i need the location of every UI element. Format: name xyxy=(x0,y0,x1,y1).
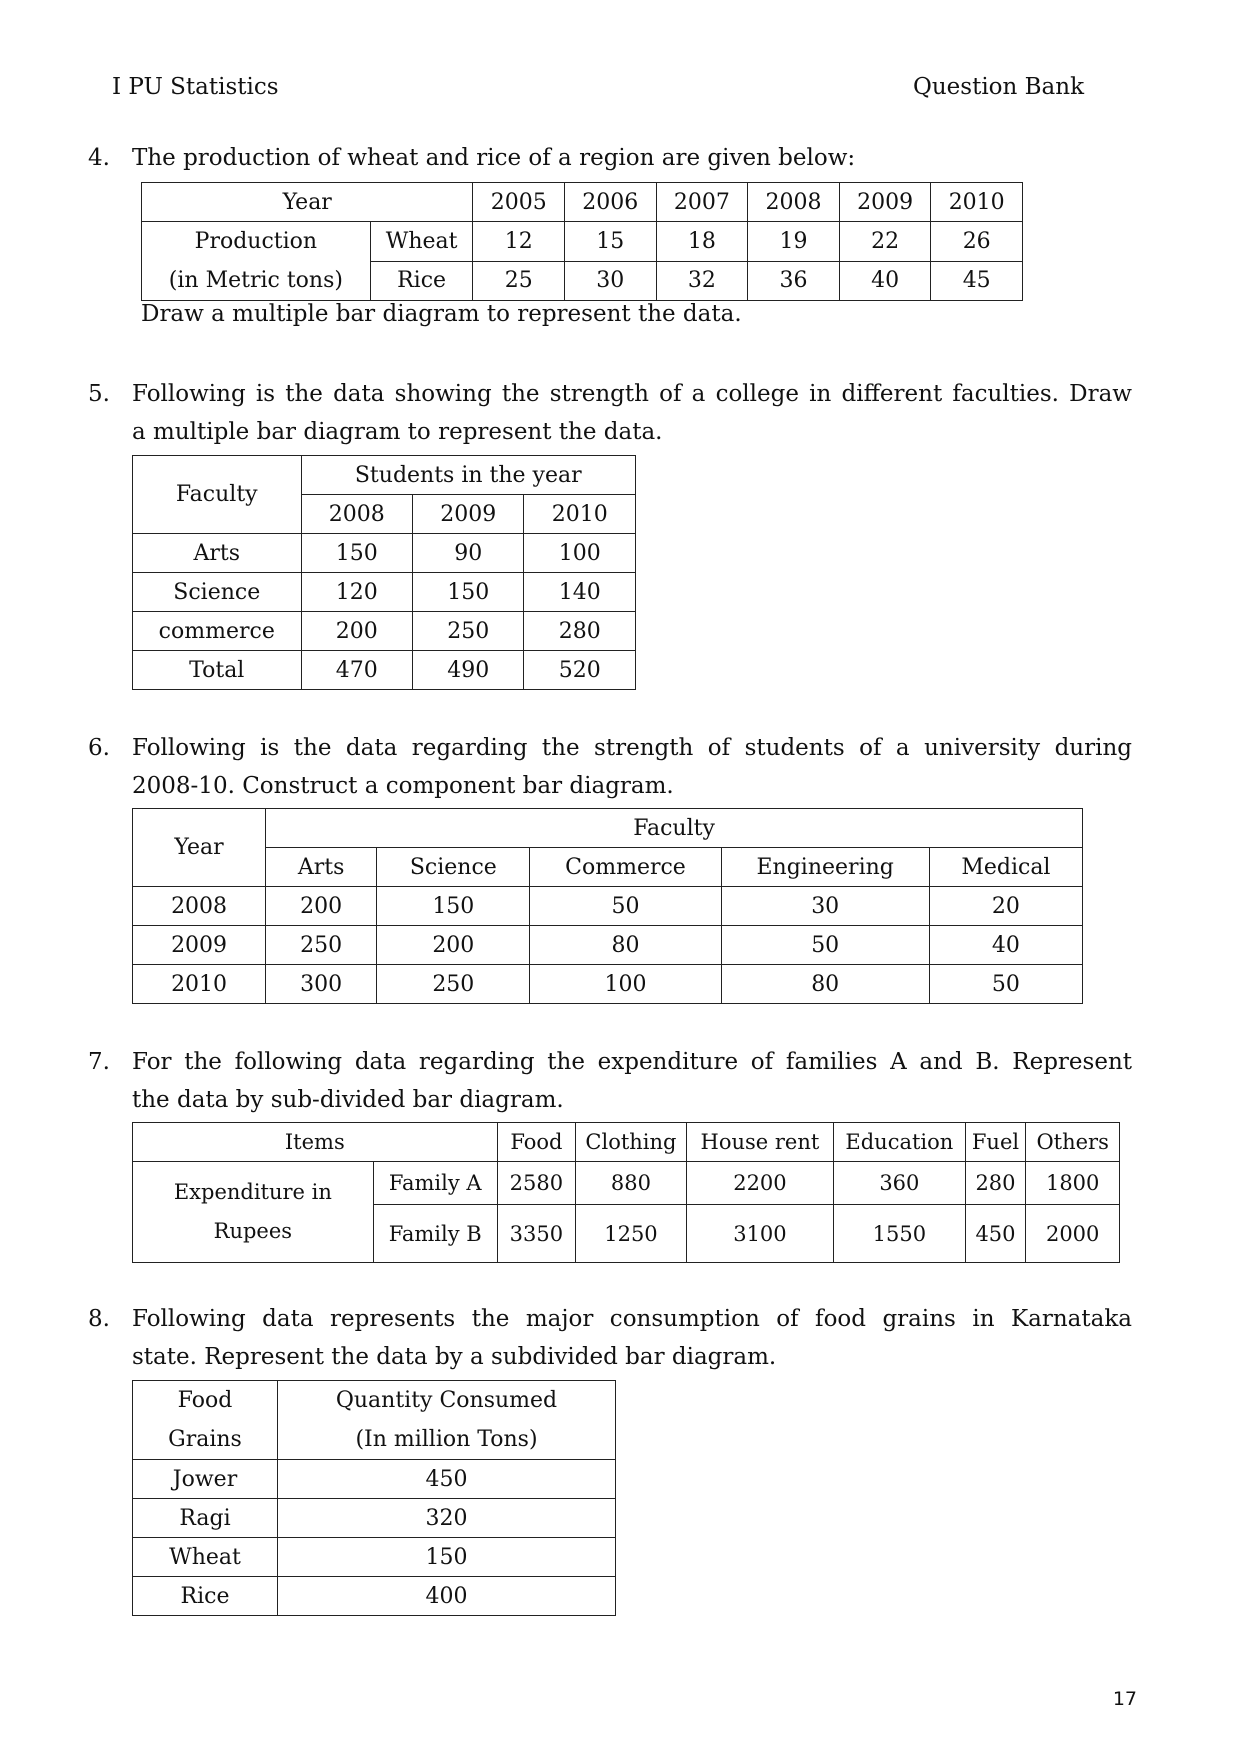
items-header: Items xyxy=(133,1123,498,1162)
cell: 250 xyxy=(413,612,524,651)
faculty-header: Faculty xyxy=(133,456,302,534)
row-label: Wheat xyxy=(370,222,473,262)
cell: 150 xyxy=(301,534,412,573)
cell: 20 xyxy=(929,887,1082,926)
students-header: Students in the year xyxy=(301,456,635,495)
cell: 100 xyxy=(530,965,721,1004)
row-label: Family A xyxy=(373,1162,497,1205)
cell: 250 xyxy=(377,965,530,1004)
year-header: Year xyxy=(133,809,266,887)
question-text-line: For the following data regarding the expenditure of families A and B. Represent xyxy=(132,1049,1132,1075)
header-line: Food xyxy=(177,1388,233,1413)
cell: 200 xyxy=(266,887,377,926)
column-header: Engineering xyxy=(721,848,929,887)
cell: 200 xyxy=(377,926,530,965)
question-text: The production of wheat and rice of a region are given below: xyxy=(132,145,856,171)
cell: 140 xyxy=(524,573,636,612)
question-number: 6. xyxy=(88,735,110,761)
row-label: commerce xyxy=(133,612,302,651)
cell: 300 xyxy=(266,965,377,1004)
page-number: 17 xyxy=(1112,1688,1137,1710)
group-label-line: (in Metric tons) xyxy=(168,268,343,293)
header-left: I PU Statistics xyxy=(112,74,279,100)
cell: 50 xyxy=(929,965,1082,1004)
column-header: Science xyxy=(377,848,530,887)
cell: 880 xyxy=(576,1162,687,1205)
cell: 32 xyxy=(656,261,748,301)
group-label-line: Production xyxy=(194,229,318,254)
q5-table xyxy=(132,455,636,690)
year-header: Year xyxy=(142,183,473,222)
group-label xyxy=(142,222,371,301)
question-number: 4. xyxy=(88,145,110,171)
column-header: Others xyxy=(1026,1123,1120,1162)
column-header: Arts xyxy=(266,848,377,887)
cell: 100 xyxy=(524,534,636,573)
cell: 1800 xyxy=(1026,1162,1120,1205)
cell: 3100 xyxy=(686,1205,833,1263)
q4-note: Draw a multiple bar diagram to represent the data. xyxy=(141,301,742,327)
cell: 150 xyxy=(377,887,530,926)
cell: 36 xyxy=(748,261,840,301)
row-label: Total xyxy=(133,651,302,690)
column-header xyxy=(278,1381,616,1460)
cell: 19 xyxy=(748,222,840,262)
year-cell: 2010 xyxy=(931,183,1023,222)
column-header: Education xyxy=(834,1123,966,1162)
faculty-header: Faculty xyxy=(266,809,1083,848)
year-cell: 2007 xyxy=(656,183,748,222)
cell: 90 xyxy=(413,534,524,573)
cell: 12 xyxy=(473,222,565,262)
group-label xyxy=(133,1162,374,1263)
cell: 25 xyxy=(473,261,565,301)
cell: 50 xyxy=(721,926,929,965)
year-cell: 2008 xyxy=(748,183,840,222)
column-header: Medical xyxy=(929,848,1082,887)
cell: 40 xyxy=(929,926,1082,965)
cell: 80 xyxy=(530,926,721,965)
cell: 450 xyxy=(965,1205,1026,1263)
column-header: House rent xyxy=(686,1123,833,1162)
question-text-line: state. Represent the data by a subdivided bar diagram. xyxy=(132,1344,777,1370)
year-cell: 2005 xyxy=(473,183,565,222)
question-text-line: the data by sub-divided bar diagram. xyxy=(132,1087,564,1113)
question-number: 7. xyxy=(88,1049,110,1075)
cell: 1250 xyxy=(576,1205,687,1263)
question-text xyxy=(132,1043,1132,1119)
group-label-line: Rupees xyxy=(213,1219,293,1243)
cell: 30 xyxy=(721,887,929,926)
cell: 30 xyxy=(565,261,657,301)
cell: 45 xyxy=(931,261,1023,301)
column-header: Clothing xyxy=(576,1123,687,1162)
header-line: Quantity Consumed xyxy=(335,1388,558,1413)
q6-table xyxy=(132,808,1083,1004)
q7-table xyxy=(132,1122,1120,1263)
row-label: Family B xyxy=(373,1205,497,1263)
cell: 15 xyxy=(565,222,657,262)
year-cell: 2009 xyxy=(839,183,931,222)
row-label: Wheat xyxy=(133,1538,278,1577)
question-text-line: a multiple bar diagram to represent the data. xyxy=(132,419,663,445)
row-label: Ragi xyxy=(133,1499,278,1538)
row-label: 2008 xyxy=(133,887,266,926)
row-label: Rice xyxy=(133,1577,278,1616)
cell: 150 xyxy=(413,573,524,612)
question-text xyxy=(132,375,1132,451)
cell: 3350 xyxy=(497,1205,576,1263)
cell: 320 xyxy=(278,1499,616,1538)
cell: 450 xyxy=(278,1460,616,1499)
question-text xyxy=(132,729,1132,805)
row-label: Arts xyxy=(133,534,302,573)
cell: 400 xyxy=(278,1577,616,1616)
cell: 150 xyxy=(278,1538,616,1577)
column-header: Commerce xyxy=(530,848,721,887)
cell: 18 xyxy=(656,222,748,262)
cell: 26 xyxy=(931,222,1023,262)
group-label-line: Expenditure in xyxy=(173,1180,332,1204)
cell: 50 xyxy=(530,887,721,926)
cell: 2200 xyxy=(686,1162,833,1205)
header-line: Grains xyxy=(168,1427,242,1452)
cell: 40 xyxy=(839,261,931,301)
q4-table xyxy=(141,182,1023,301)
question-text-line: Following data represents the major consumption of food grains in Karnataka xyxy=(132,1306,1132,1332)
year-cell: 2010 xyxy=(524,495,636,534)
header-right: Question Bank xyxy=(913,74,1085,100)
year-cell: 2009 xyxy=(413,495,524,534)
cell: 22 xyxy=(839,222,931,262)
cell: 1550 xyxy=(834,1205,966,1263)
question-number: 5. xyxy=(88,381,110,407)
cell: 360 xyxy=(834,1162,966,1205)
question-text-line: Following is the data regarding the strength of students of a university during xyxy=(132,735,1132,761)
cell: 200 xyxy=(301,612,412,651)
row-label: Rice xyxy=(370,261,473,301)
cell: 80 xyxy=(721,965,929,1004)
question-number: 8. xyxy=(88,1306,110,1332)
cell: 2580 xyxy=(497,1162,576,1205)
year-cell: 2008 xyxy=(301,495,412,534)
cell: 120 xyxy=(301,573,412,612)
question-text xyxy=(132,1300,1132,1376)
cell: 280 xyxy=(524,612,636,651)
year-cell: 2006 xyxy=(565,183,657,222)
cell: 490 xyxy=(413,651,524,690)
cell: 520 xyxy=(524,651,636,690)
cell: 250 xyxy=(266,926,377,965)
cell: 2000 xyxy=(1026,1205,1120,1263)
column-header: Fuel xyxy=(965,1123,1026,1162)
header-line: (In million Tons) xyxy=(355,1427,538,1452)
row-label: Science xyxy=(133,573,302,612)
row-label: 2010 xyxy=(133,965,266,1004)
row-label: 2009 xyxy=(133,926,266,965)
question-text-line: Following is the data showing the strength of a college in different faculties. Draw xyxy=(132,381,1132,407)
question-text-line: 2008-10. Construct a component bar diagram. xyxy=(132,773,674,799)
row-label: Jower xyxy=(133,1460,278,1499)
q8-table xyxy=(132,1380,616,1616)
cell: 470 xyxy=(301,651,412,690)
column-header xyxy=(133,1381,278,1460)
cell: 280 xyxy=(965,1162,1026,1205)
column-header: Food xyxy=(497,1123,576,1162)
